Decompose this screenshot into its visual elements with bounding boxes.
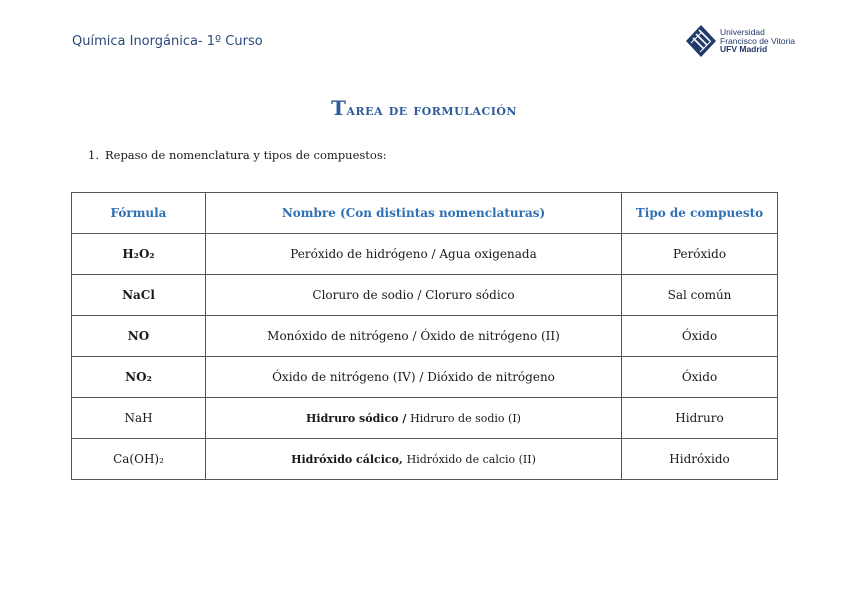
name-cell: Óxido de nitrógeno (IV) / Dióxido de nitrógeno bbox=[206, 357, 622, 398]
name-cell bbox=[206, 398, 622, 439]
course-header: Química Inorgánica- 1º Curso bbox=[72, 34, 263, 49]
name-cell: Cloruro de sodio / Cloruro sódico bbox=[206, 275, 622, 316]
name-cell: Peróxido de hidrógeno / Agua oxigenada bbox=[206, 234, 622, 275]
table-row bbox=[72, 357, 778, 398]
formula-cell: Ca(OH)₂ bbox=[72, 439, 206, 480]
formula-cell: NO₂ bbox=[72, 357, 206, 398]
name-cell bbox=[206, 439, 622, 480]
table-row bbox=[72, 316, 778, 357]
formula-cell: NaCl bbox=[72, 275, 206, 316]
header-formula: Fórmula bbox=[72, 193, 206, 234]
type-cell: Peróxido bbox=[622, 234, 778, 275]
instruction-number: 1. bbox=[88, 148, 99, 162]
name-bold: Hidróxido cálcico, bbox=[291, 453, 403, 466]
header-type: Tipo de compuesto bbox=[622, 193, 778, 234]
table-row bbox=[72, 439, 778, 480]
formula-cell: H₂O₂ bbox=[72, 234, 206, 275]
type-cell: Sal común bbox=[622, 275, 778, 316]
name-rest: Hidruro de sodio (I) bbox=[410, 412, 521, 425]
type-cell: Hidruro bbox=[622, 398, 778, 439]
ufv-emblem-icon bbox=[686, 25, 716, 57]
table-header-row bbox=[72, 193, 778, 234]
university-logo bbox=[686, 25, 795, 57]
type-cell: Hidróxido bbox=[622, 439, 778, 480]
logo-line-3: UFV Madrid bbox=[720, 44, 768, 55]
type-cell: Óxido bbox=[622, 316, 778, 357]
page-title bbox=[0, 96, 848, 120]
nomenclature-table bbox=[71, 192, 778, 480]
title-first-letter: T bbox=[331, 96, 347, 120]
table-row bbox=[72, 275, 778, 316]
title-rest: area de formulación bbox=[346, 101, 517, 119]
name-bold: Hidruro sódico / bbox=[306, 412, 407, 425]
table-row bbox=[72, 398, 778, 439]
logo-line-2: Francisco de Vitoria bbox=[720, 35, 795, 46]
instruction-text: Repaso de nomenclatura y tipos de compuestos: bbox=[104, 148, 387, 162]
logo-text bbox=[720, 28, 795, 54]
type-cell: Óxido bbox=[622, 357, 778, 398]
formula-cell: NaH bbox=[72, 398, 206, 439]
header-name: Nombre (Con distintas nomenclaturas) bbox=[206, 193, 622, 234]
instruction bbox=[88, 148, 387, 162]
table-row bbox=[72, 234, 778, 275]
logo-line-1: Universidad bbox=[720, 27, 765, 38]
formula-cell: NO bbox=[72, 316, 206, 357]
name-cell: Monóxido de nitrógeno / Óxido de nitrógeno (II) bbox=[206, 316, 622, 357]
name-rest: Hidróxido de calcio (II) bbox=[406, 453, 536, 466]
